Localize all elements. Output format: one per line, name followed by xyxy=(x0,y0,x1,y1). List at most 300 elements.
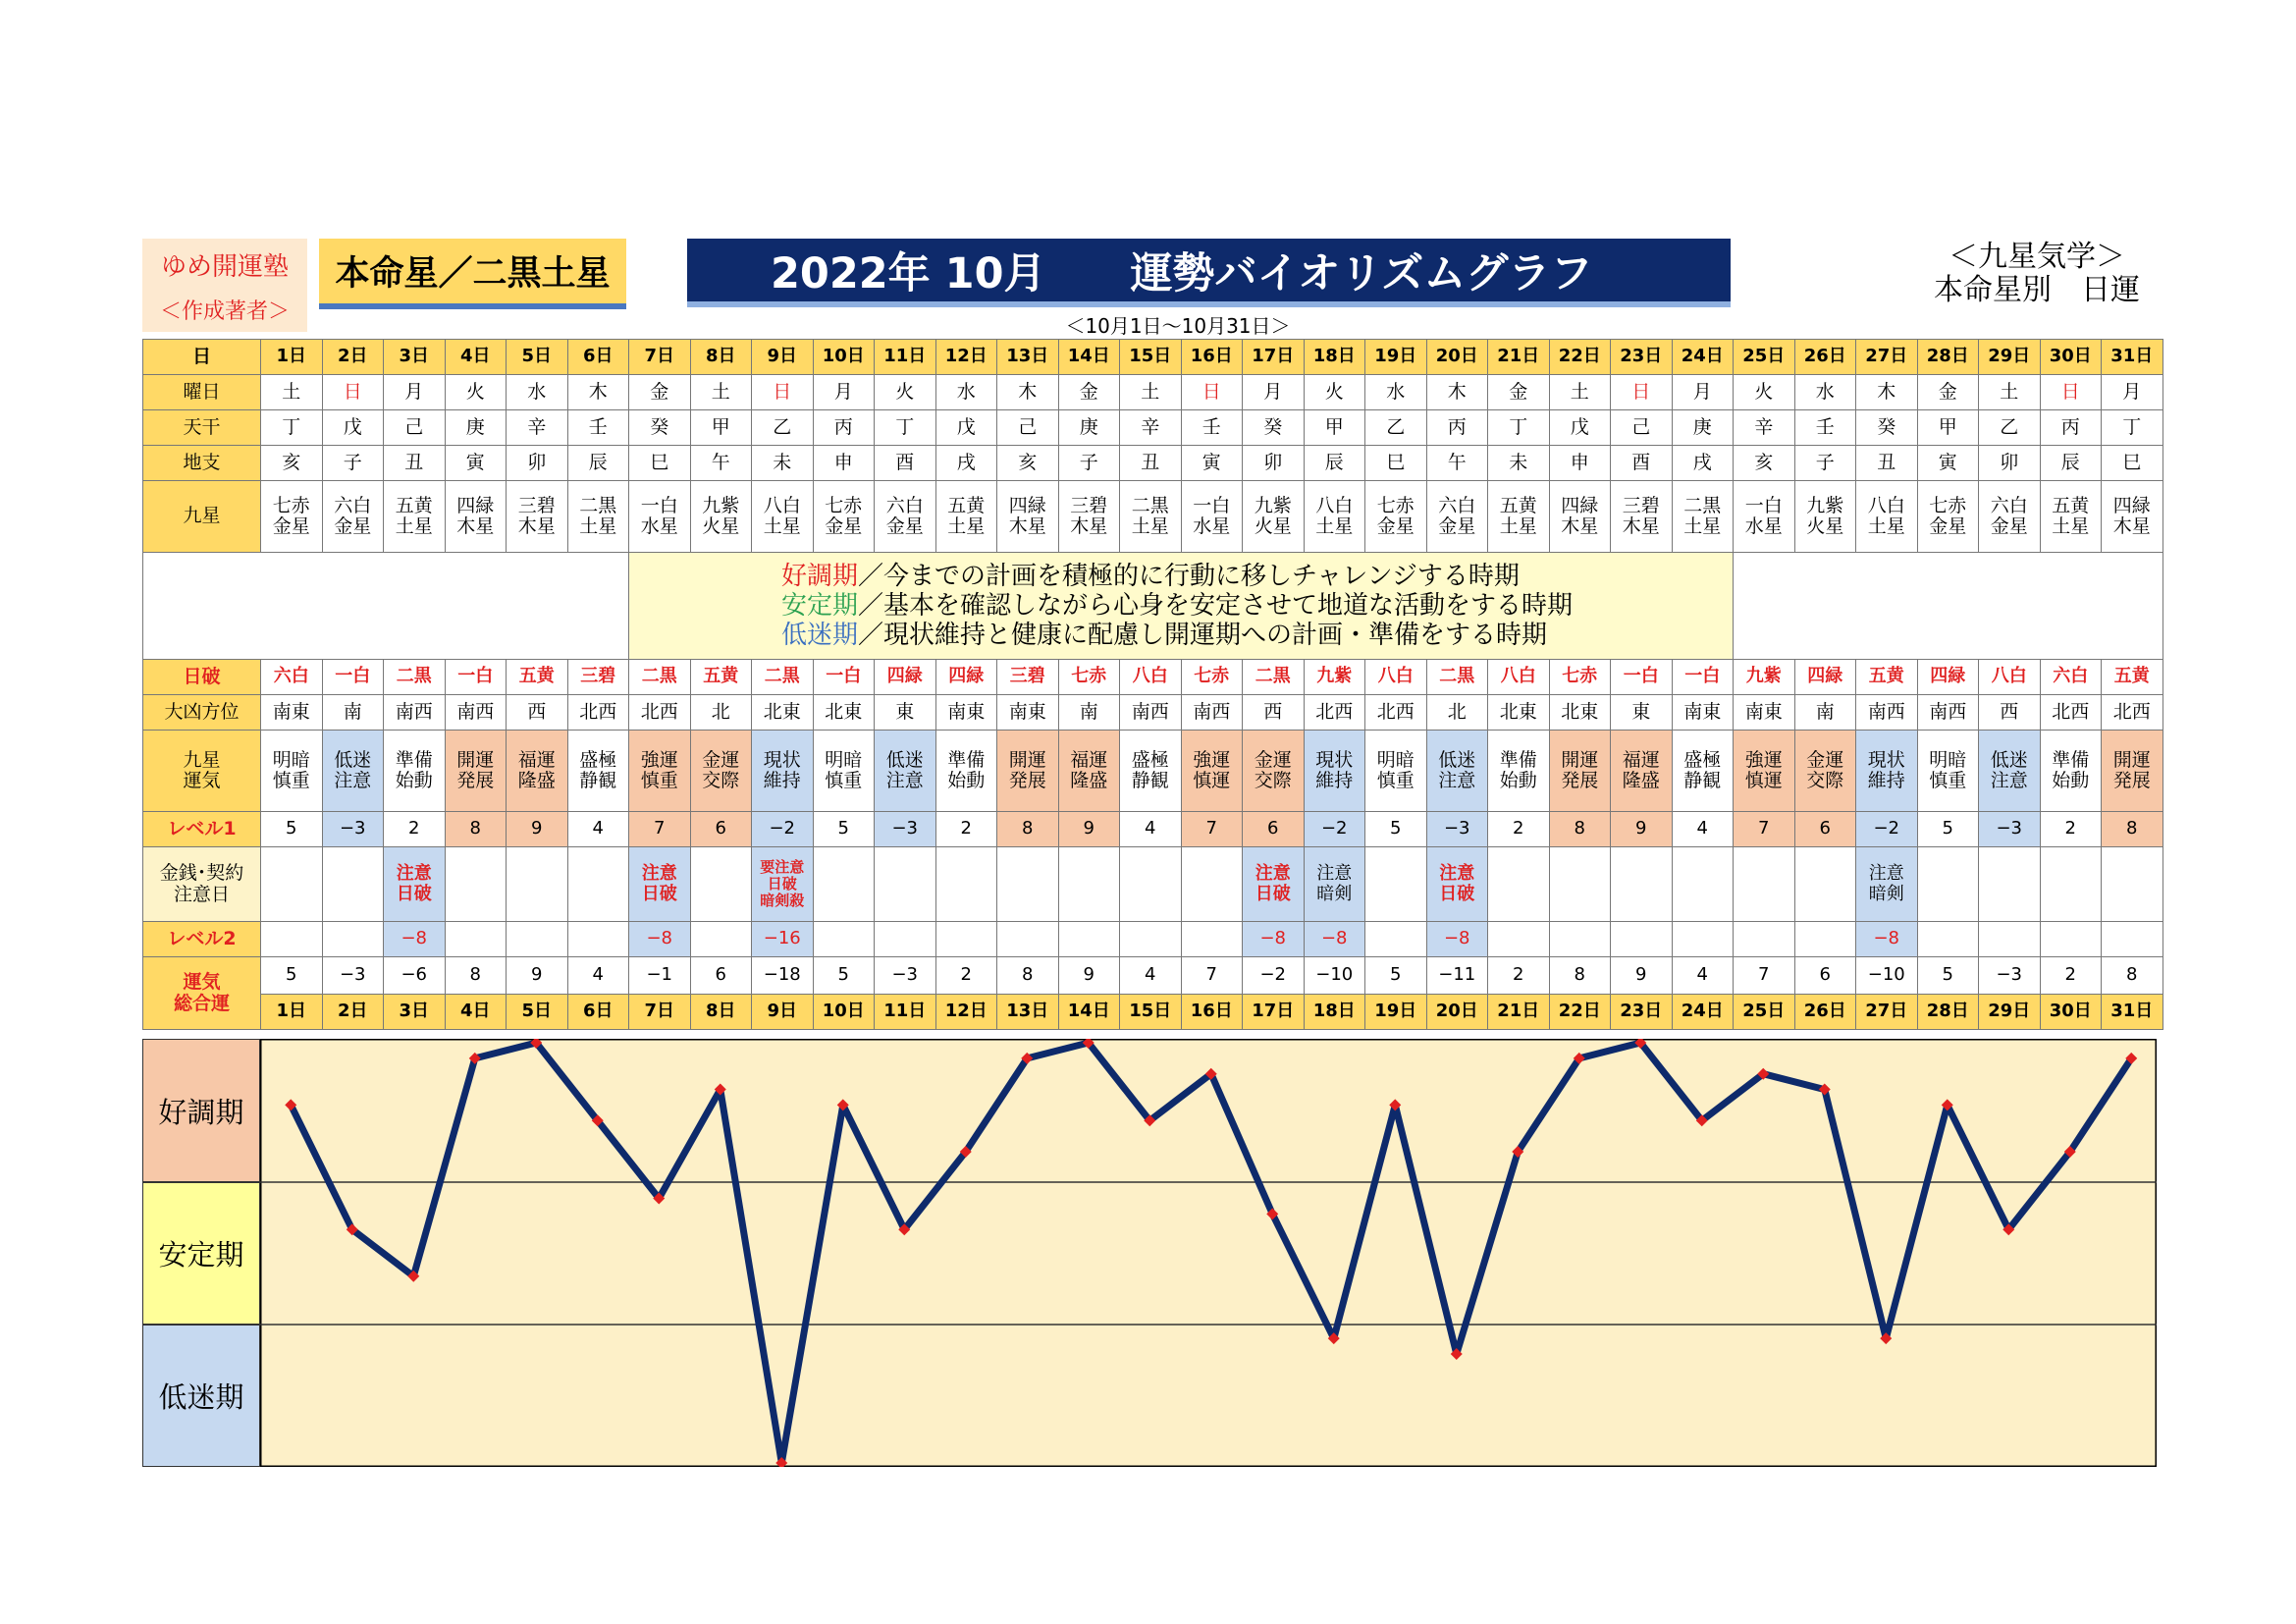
direction-cell: 南西 xyxy=(1181,695,1243,731)
level1-cell: 2 xyxy=(2040,812,2102,847)
level2-cell: −8 xyxy=(1856,922,1918,957)
weekday-cell: 月 xyxy=(2102,375,2163,410)
nippa-cell: 一白 xyxy=(1611,660,1673,695)
chishi-cell: 戌 xyxy=(1672,446,1734,481)
level1-cell: 7 xyxy=(1181,812,1243,847)
kyusei-cell: 二黒 土星 xyxy=(1672,481,1734,553)
unki-cell: 明暗 慎重 xyxy=(1917,731,1979,812)
total-cell: 8 xyxy=(1549,957,1611,995)
total-cell: 4 xyxy=(1672,957,1734,995)
direction-cell: 北 xyxy=(690,695,752,731)
level1-cell: 6 xyxy=(1794,812,1856,847)
level1-cell: 4 xyxy=(1672,812,1734,847)
level1-cell: 2 xyxy=(1488,812,1550,847)
school-author: ＜作成著者＞ xyxy=(159,299,290,324)
weekday-cell: 木 xyxy=(1426,375,1488,410)
chishi-cell: 未 xyxy=(1488,446,1550,481)
tenkan-row xyxy=(143,410,2163,446)
day-cell: 2日 xyxy=(322,340,384,375)
direction-cell: 北西 xyxy=(567,695,629,731)
direction-cell: 南 xyxy=(1794,695,1856,731)
day-footer-row xyxy=(143,995,2163,1030)
level1-cell: 5 xyxy=(1917,812,1979,847)
tenkan-cell: 己 xyxy=(1611,410,1673,446)
kin-cell xyxy=(997,847,1059,922)
day-cell: 14日 xyxy=(1058,995,1120,1030)
day-cell: 28日 xyxy=(1917,340,1979,375)
chishi-cell: 巳 xyxy=(1365,446,1427,481)
kin-cell xyxy=(567,847,629,922)
unki-cell: 低迷 注意 xyxy=(1426,731,1488,812)
level1-cell: −3 xyxy=(875,812,936,847)
total-cell: 9 xyxy=(1058,957,1120,995)
nippa-cell: 一白 xyxy=(813,660,875,695)
level2-cell xyxy=(1058,922,1120,957)
day-cell: 25日 xyxy=(1734,995,1795,1030)
nippa-cell: 九紫 xyxy=(1304,660,1365,695)
level2-cell xyxy=(1488,922,1550,957)
unki-cell: 金運 交際 xyxy=(1243,731,1305,812)
direction-cell: 南 xyxy=(1058,695,1120,731)
kin-cell xyxy=(1058,847,1120,922)
day-cell: 13日 xyxy=(997,995,1059,1030)
day-cell: 10日 xyxy=(813,995,875,1030)
level2-cell xyxy=(690,922,752,957)
day-cell: 29日 xyxy=(1979,340,2041,375)
weekday-cell: 水 xyxy=(1365,375,1427,410)
total-cell: 2 xyxy=(2040,957,2102,995)
kin-cell xyxy=(1917,847,1979,922)
total-cell: 2 xyxy=(1488,957,1550,995)
level1-cell: 6 xyxy=(1243,812,1305,847)
chishi-cell: 酉 xyxy=(875,446,936,481)
level2-cell xyxy=(507,922,568,957)
weekday-cell: 日 xyxy=(752,375,814,410)
day-cell: 22日 xyxy=(1549,995,1611,1030)
nippa-cell: 六白 xyxy=(2040,660,2102,695)
day-cell: 12日 xyxy=(935,340,997,375)
level2-cell xyxy=(1672,922,1734,957)
nippa-cell: 二黒 xyxy=(1426,660,1488,695)
level2-cell xyxy=(1979,922,2041,957)
direction-cell: 西 xyxy=(1243,695,1305,731)
kyusei-cell: 五黄 土星 xyxy=(384,481,446,553)
row-label-kyusei: 九星 xyxy=(143,481,261,553)
kin-cell xyxy=(261,847,323,922)
day-cell: 2日 xyxy=(322,995,384,1030)
level2-cell xyxy=(322,922,384,957)
direction-cell: 南東 xyxy=(997,695,1059,731)
level1-cell: 5 xyxy=(261,812,323,847)
chishi-cell: 午 xyxy=(1426,446,1488,481)
day-cell: 11日 xyxy=(875,340,936,375)
kin-cell: 注意 暗剣 xyxy=(1856,847,1918,922)
nippa-cell: 八白 xyxy=(1365,660,1427,695)
kin-cell xyxy=(1365,847,1427,922)
legend-box xyxy=(629,553,1734,660)
chishi-cell: 丑 xyxy=(1856,446,1918,481)
chishi-cell: 酉 xyxy=(1611,446,1673,481)
tenkan-cell: 甲 xyxy=(1917,410,1979,446)
unki-cell: 明暗 慎重 xyxy=(813,731,875,812)
tenkan-cell: 癸 xyxy=(629,410,691,446)
chishi-cell: 子 xyxy=(1058,446,1120,481)
direction-cell: 南東 xyxy=(935,695,997,731)
total-cell: 9 xyxy=(507,957,568,995)
kin-cell: 注意 日破 xyxy=(629,847,691,922)
unki-cell: 強運 慎運 xyxy=(1181,731,1243,812)
nippa-cell: 五黄 xyxy=(1856,660,1918,695)
total-cell: 5 xyxy=(261,957,323,995)
row-label-chishi: 地支 xyxy=(143,446,261,481)
day-cell: 14日 xyxy=(1058,340,1120,375)
chishi-cell: 未 xyxy=(752,446,814,481)
day-cell: 4日 xyxy=(445,340,507,375)
nippa-cell: 五黄 xyxy=(690,660,752,695)
day-cell: 1日 xyxy=(261,340,323,375)
chishi-cell: 寅 xyxy=(1181,446,1243,481)
total-row xyxy=(143,957,2163,995)
level1-cell: 5 xyxy=(1365,812,1427,847)
kyusei-cell: 六白 金星 xyxy=(875,481,936,553)
total-cell: 5 xyxy=(1365,957,1427,995)
day-cell: 9日 xyxy=(752,340,814,375)
nippa-cell: 七赤 xyxy=(1058,660,1120,695)
tenkan-cell: 丙 xyxy=(813,410,875,446)
tenkan-cell: 丙 xyxy=(1426,410,1488,446)
kin-cell xyxy=(507,847,568,922)
kin-cell: 注意 暗剣 xyxy=(1304,847,1365,922)
nippa-cell: 四緑 xyxy=(935,660,997,695)
kyusei-row xyxy=(143,481,2163,553)
day-cell: 16日 xyxy=(1181,340,1243,375)
total-cell: 8 xyxy=(997,957,1059,995)
unki-row xyxy=(143,731,2163,812)
chishi-cell: 巳 xyxy=(629,446,691,481)
level2-cell xyxy=(1794,922,1856,957)
tenkan-cell: 己 xyxy=(384,410,446,446)
kin-cell xyxy=(2040,847,2102,922)
unki-cell: 開運 発展 xyxy=(2102,731,2163,812)
nippa-cell: 一白 xyxy=(445,660,507,695)
weekday-cell: 木 xyxy=(567,375,629,410)
total-cell: −3 xyxy=(875,957,936,995)
nippa-cell: 八白 xyxy=(1979,660,2041,695)
level2-cell xyxy=(1917,922,1979,957)
unki-cell: 盛極 静観 xyxy=(567,731,629,812)
kyusei-cell: 九紫 火星 xyxy=(1794,481,1856,553)
tenkan-cell: 戊 xyxy=(322,410,384,446)
band-label-good: 好調期 xyxy=(142,1039,260,1182)
direction-cell: 南西 xyxy=(384,695,446,731)
day-cell: 24日 xyxy=(1672,340,1734,375)
direction-cell: 南東 xyxy=(261,695,323,731)
tenkan-cell: 戊 xyxy=(1549,410,1611,446)
page-title: 2022年 10月 運勢バイオリズムグラフ xyxy=(687,239,1731,307)
weekday-cell: 水 xyxy=(935,375,997,410)
weekday-cell: 土 xyxy=(1549,375,1611,410)
tenkan-cell: 丁 xyxy=(875,410,936,446)
day-cell: 4日 xyxy=(445,995,507,1030)
level2-cell xyxy=(875,922,936,957)
direction-row xyxy=(143,695,2163,731)
total-cell: −11 xyxy=(1426,957,1488,995)
level2-cell xyxy=(997,922,1059,957)
chishi-cell: 卯 xyxy=(1243,446,1305,481)
weekday-cell: 土 xyxy=(1979,375,2041,410)
level1-cell: −2 xyxy=(1304,812,1365,847)
kin-cell xyxy=(1672,847,1734,922)
total-cell: −2 xyxy=(1243,957,1305,995)
graph-band-labels xyxy=(142,1039,260,1467)
day-cell: 24日 xyxy=(1672,995,1734,1030)
tenkan-cell: 乙 xyxy=(752,410,814,446)
day-cell: 7日 xyxy=(629,995,691,1030)
weekday-cell: 日 xyxy=(322,375,384,410)
total-cell: 7 xyxy=(1181,957,1243,995)
row-label-level2: レベル2 xyxy=(143,922,261,957)
legend-low-text: ／現状維持と健康に配慮し開運期への計画・準備をする時期 xyxy=(858,621,1548,650)
day-cell: 31日 xyxy=(2102,340,2163,375)
row-label-kin: 金銭･契約 注意日 xyxy=(143,847,261,922)
direction-cell: 南西 xyxy=(1120,695,1182,731)
tenkan-cell: 癸 xyxy=(1243,410,1305,446)
category-box xyxy=(1904,241,2169,307)
tenkan-cell: 壬 xyxy=(1181,410,1243,446)
nippa-cell: 五黄 xyxy=(507,660,568,695)
tenkan-cell: 辛 xyxy=(1120,410,1182,446)
day-cell: 8日 xyxy=(690,995,752,1030)
category-line1: ＜九星気学＞ xyxy=(1949,240,2125,274)
day-cell: 13日 xyxy=(997,340,1059,375)
nippa-cell: 七赤 xyxy=(1549,660,1611,695)
weekday-cell: 土 xyxy=(261,375,323,410)
legend-blank-left xyxy=(143,553,629,660)
level1-cell: −2 xyxy=(1856,812,1918,847)
unki-cell: 盛極 静観 xyxy=(1672,731,1734,812)
chishi-cell: 申 xyxy=(1549,446,1611,481)
level2-cell xyxy=(567,922,629,957)
level2-cell xyxy=(935,922,997,957)
nippa-cell: 六白 xyxy=(261,660,323,695)
unki-cell: 現状 維持 xyxy=(1304,731,1365,812)
chishi-cell: 丑 xyxy=(384,446,446,481)
plot-background xyxy=(260,1039,2157,1467)
direction-cell: 北西 xyxy=(2102,695,2163,731)
day-cell: 30日 xyxy=(2040,995,2102,1030)
level2-cell xyxy=(1611,922,1673,957)
row-label-total: 運気 総合運 xyxy=(143,957,261,1030)
weekday-cell: 金 xyxy=(1917,375,1979,410)
nippa-cell: 一白 xyxy=(322,660,384,695)
nippa-cell: 七赤 xyxy=(1181,660,1243,695)
kin-cell xyxy=(690,847,752,922)
level2-cell xyxy=(261,922,323,957)
row-label-nippa: 日破 xyxy=(143,660,261,695)
unki-cell: 準備 始動 xyxy=(935,731,997,812)
tenkan-cell: 辛 xyxy=(507,410,568,446)
kyusei-cell: 七赤 金星 xyxy=(1365,481,1427,553)
kyusei-cell: 六白 金星 xyxy=(322,481,384,553)
tenkan-cell: 己 xyxy=(997,410,1059,446)
day-cell: 19日 xyxy=(1365,995,1427,1030)
total-cell: 5 xyxy=(1917,957,1979,995)
kyusei-cell: 五黄 土星 xyxy=(935,481,997,553)
total-cell: 4 xyxy=(1120,957,1182,995)
weekday-cell: 日 xyxy=(2040,375,2102,410)
day-cell: 1日 xyxy=(261,995,323,1030)
level2-cell xyxy=(2040,922,2102,957)
nippa-cell: 八白 xyxy=(1120,660,1182,695)
unki-cell: 準備 始動 xyxy=(2040,731,2102,812)
day-cell: 17日 xyxy=(1243,340,1305,375)
direction-cell: 北 xyxy=(1426,695,1488,731)
day-cell: 8日 xyxy=(690,340,752,375)
day-cell: 31日 xyxy=(2102,995,2163,1030)
legend-blank-right xyxy=(1734,553,2163,660)
direction-cell: 南東 xyxy=(1734,695,1795,731)
level2-cell xyxy=(2102,922,2163,957)
level1-cell: 8 xyxy=(445,812,507,847)
level2-cell xyxy=(1734,922,1795,957)
chishi-cell: 辰 xyxy=(567,446,629,481)
kyusei-cell: 一白 水星 xyxy=(1181,481,1243,553)
kyusei-cell: 七赤 金星 xyxy=(261,481,323,553)
day-cell: 17日 xyxy=(1243,995,1305,1030)
nippa-cell: 二黒 xyxy=(1243,660,1305,695)
kyusei-cell: 四緑 木星 xyxy=(2102,481,2163,553)
nippa-cell: 三碧 xyxy=(997,660,1059,695)
direction-cell: 北西 xyxy=(1365,695,1427,731)
total-cell: 9 xyxy=(1611,957,1673,995)
row-label-level1: レベル1 xyxy=(143,812,261,847)
level2-cell: −16 xyxy=(752,922,814,957)
direction-cell: 北東 xyxy=(752,695,814,731)
tenkan-cell: 庚 xyxy=(445,410,507,446)
day-cell: 16日 xyxy=(1181,995,1243,1030)
direction-cell: 南東 xyxy=(1672,695,1734,731)
chishi-row xyxy=(143,446,2163,481)
unki-cell: 準備 始動 xyxy=(1488,731,1550,812)
tenkan-cell: 丙 xyxy=(2040,410,2102,446)
tenkan-cell: 辛 xyxy=(1734,410,1795,446)
unki-cell: 福運 隆盛 xyxy=(507,731,568,812)
weekday-cell: 水 xyxy=(507,375,568,410)
weekday-cell: 木 xyxy=(997,375,1059,410)
unki-cell: 現状 維持 xyxy=(752,731,814,812)
level2-row xyxy=(143,922,2163,957)
direction-cell: 北西 xyxy=(1304,695,1365,731)
tenkan-cell: 癸 xyxy=(1856,410,1918,446)
weekday-cell: 金 xyxy=(1488,375,1550,410)
day-cell: 3日 xyxy=(384,340,446,375)
level2-cell: −8 xyxy=(629,922,691,957)
day-cell: 18日 xyxy=(1304,995,1365,1030)
unki-cell: 強運 慎重 xyxy=(629,731,691,812)
biorhythm-chart xyxy=(260,1039,2157,1467)
level1-cell: 5 xyxy=(813,812,875,847)
kin-cell: 要注意 日破 暗剣殺 xyxy=(752,847,814,922)
level1-cell: 2 xyxy=(935,812,997,847)
day-cell: 21日 xyxy=(1488,995,1550,1030)
kyusei-cell: 七赤 金星 xyxy=(1917,481,1979,553)
total-cell: 7 xyxy=(1734,957,1795,995)
kyusei-cell: 六白 金星 xyxy=(1979,481,2041,553)
total-cell: −10 xyxy=(1304,957,1365,995)
kin-cell: 注意 日破 xyxy=(1426,847,1488,922)
direction-cell: 北西 xyxy=(629,695,691,731)
kyusei-cell: 二黒 土星 xyxy=(567,481,629,553)
kyusei-cell: 一白 水星 xyxy=(629,481,691,553)
direction-cell: 北西 xyxy=(2040,695,2102,731)
kin-cell xyxy=(1979,847,2041,922)
kyusei-cell: 三碧 木星 xyxy=(1058,481,1120,553)
chishi-cell: 亥 xyxy=(997,446,1059,481)
unki-cell: 金運 交際 xyxy=(690,731,752,812)
level2-cell xyxy=(813,922,875,957)
row-label-unki: 九星 運気 xyxy=(143,731,261,812)
weekday-cell: 木 xyxy=(1856,375,1918,410)
kin-cell xyxy=(322,847,384,922)
nippa-cell: 九紫 xyxy=(1734,660,1795,695)
nippa-cell: 三碧 xyxy=(567,660,629,695)
weekday-cell: 火 xyxy=(1304,375,1365,410)
weekday-cell: 月 xyxy=(1672,375,1734,410)
day-cell: 22日 xyxy=(1549,340,1611,375)
day-cell: 6日 xyxy=(567,340,629,375)
level1-cell: 9 xyxy=(507,812,568,847)
tenkan-cell: 乙 xyxy=(1979,410,2041,446)
tenkan-cell: 丁 xyxy=(2102,410,2163,446)
level1-cell: −3 xyxy=(1979,812,2041,847)
weekday-cell: 土 xyxy=(690,375,752,410)
kin-cell xyxy=(2102,847,2163,922)
level2-cell xyxy=(1120,922,1182,957)
chishi-cell: 辰 xyxy=(2040,446,2102,481)
level1-cell: 8 xyxy=(2102,812,2163,847)
day-cell: 20日 xyxy=(1426,995,1488,1030)
day-cell: 3日 xyxy=(384,995,446,1030)
chishi-cell: 亥 xyxy=(261,446,323,481)
kyusei-cell: 八白 土星 xyxy=(1304,481,1365,553)
kyusei-cell: 三碧 木星 xyxy=(1611,481,1673,553)
unki-cell: 現状 維持 xyxy=(1856,731,1918,812)
chishi-cell: 子 xyxy=(322,446,384,481)
level2-cell: −8 xyxy=(384,922,446,957)
honmei-star: 本命星／二黒土星 xyxy=(319,239,626,309)
unki-cell: 金運 交際 xyxy=(1794,731,1856,812)
weekday-cell: 金 xyxy=(629,375,691,410)
direction-cell: 東 xyxy=(875,695,936,731)
kin-cell xyxy=(935,847,997,922)
level2-cell xyxy=(1549,922,1611,957)
weekday-cell: 水 xyxy=(1794,375,1856,410)
school-name: ゆめ開運塾 xyxy=(160,252,289,282)
nippa-cell: 八白 xyxy=(1488,660,1550,695)
total-cell: −10 xyxy=(1856,957,1918,995)
level1-cell: 9 xyxy=(1058,812,1120,847)
nippa-cell: 四緑 xyxy=(875,660,936,695)
total-cell: 6 xyxy=(1794,957,1856,995)
legend-good-text: ／今までの計画を積極的に行動に移しチャレンジする時期 xyxy=(858,562,1520,591)
kyusei-cell: 五黄 土星 xyxy=(1488,481,1550,553)
total-cell: −3 xyxy=(1979,957,2041,995)
direction-cell: 北東 xyxy=(1488,695,1550,731)
level1-cell: 4 xyxy=(1120,812,1182,847)
day-cell: 29日 xyxy=(1979,995,2041,1030)
kyusei-cell: 三碧 木星 xyxy=(507,481,568,553)
level1-cell: −2 xyxy=(752,812,814,847)
